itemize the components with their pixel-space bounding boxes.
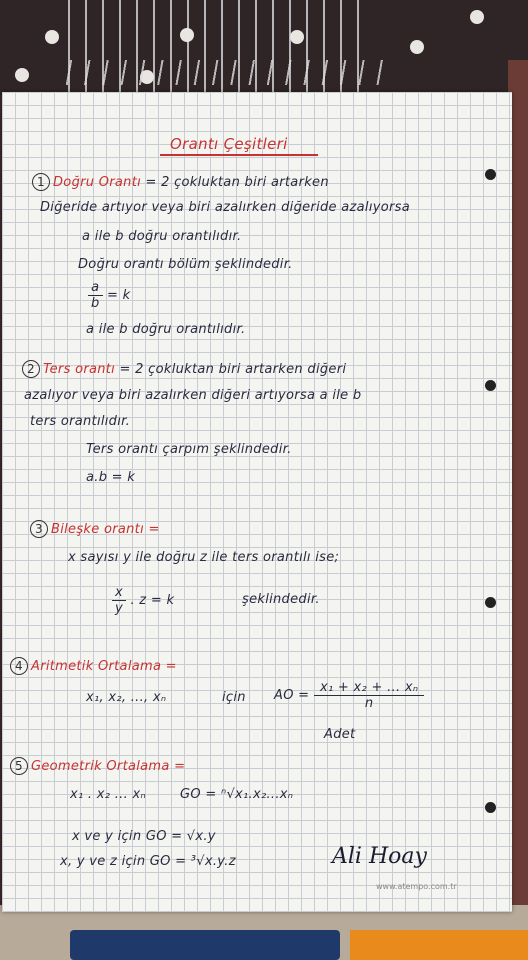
section-5-formula: GO = ⁿ√x₁.x₂...xₙ bbox=[180, 787, 294, 802]
section-3-suffix: şeklindedir. bbox=[242, 592, 320, 607]
notebook-spiral-rings bbox=[60, 60, 390, 85]
fraction-denominator: n bbox=[364, 696, 374, 711]
section-1-title: Doğru Orantı bbox=[53, 175, 142, 190]
section-4-formula bbox=[314, 680, 424, 711]
section-4-heading bbox=[10, 657, 177, 675]
section-5-equals: = bbox=[174, 759, 186, 774]
polka-dot bbox=[410, 40, 424, 54]
section-2-line-2: azalıyor veya biri azalırken diğeri artıyorsa a ile b bbox=[24, 388, 362, 403]
binder-hole bbox=[485, 380, 496, 391]
section-2-formula: a.b = k bbox=[86, 470, 136, 485]
section-5-variables: x₁ . x₂ ... xₙ bbox=[70, 787, 146, 802]
section-1-line-6: a ile b doğru orantılıdır. bbox=[86, 322, 246, 337]
section-5-line-3: x, y ve z için GO = ³√x.y.z bbox=[60, 854, 236, 869]
binder-hole bbox=[485, 802, 496, 813]
section-1-line-2: Diğeride artıyor veya biri azalırken diğeride azalıyorsa bbox=[40, 200, 410, 215]
watermark: www.atempo.com.tr bbox=[376, 882, 457, 891]
section-4-variables: x₁, x₂, ..., xₙ bbox=[86, 690, 167, 705]
polka-dot bbox=[45, 30, 59, 44]
orange-object bbox=[350, 930, 528, 960]
section-5-line-2: x ve y için GO = √x.y bbox=[72, 829, 216, 844]
section-2-heading bbox=[22, 360, 346, 378]
section-1-formula bbox=[88, 280, 130, 311]
section-4-number: 4 bbox=[10, 657, 28, 675]
section-4-title: Aritmetik Ortalama bbox=[31, 659, 162, 674]
section-1-line-3: a ile b doğru orantılıdır. bbox=[82, 229, 242, 244]
fraction-numerator: x bbox=[112, 585, 126, 601]
section-3-number: 3 bbox=[30, 520, 48, 538]
section-2-line-3: ters orantılıdır. bbox=[30, 414, 131, 429]
fraction-numerator: a bbox=[88, 280, 103, 296]
section-5-number: 5 bbox=[10, 757, 28, 775]
blue-object bbox=[70, 930, 340, 960]
section-1-definition: = 2 çokluktan biri artarken bbox=[145, 175, 329, 190]
fraction-denominator: y bbox=[115, 601, 123, 616]
fraction-numerator: x₁ + x₂ + ... xₙ bbox=[314, 680, 424, 696]
section-1-heading bbox=[32, 173, 329, 191]
section-3-title: Bileşke orantı bbox=[51, 522, 144, 537]
fraction-denominator: b bbox=[91, 296, 100, 311]
section-2-title: Ters orantı bbox=[43, 362, 116, 377]
section-1-number: 1 bbox=[32, 173, 50, 191]
background-bottom bbox=[0, 905, 528, 960]
title-underline bbox=[160, 154, 318, 156]
section-2-line-4: Ters orantı çarpım şeklindedir. bbox=[86, 442, 292, 457]
binder-hole bbox=[485, 169, 496, 180]
polka-dot bbox=[15, 68, 29, 82]
binder-hole bbox=[485, 597, 496, 608]
background-fabric bbox=[0, 0, 528, 95]
section-4-ao-label: AO = bbox=[274, 688, 310, 703]
formula-rest: = k bbox=[107, 288, 131, 303]
section-4-adet: Adet bbox=[324, 727, 356, 742]
section-3-formula bbox=[112, 585, 174, 616]
formula-rest: . z = k bbox=[130, 593, 175, 608]
section-2-number: 2 bbox=[22, 360, 40, 378]
page-title: Orantı Çeşitleri bbox=[170, 135, 288, 153]
section-3-heading bbox=[30, 520, 160, 538]
section-3-equals: = bbox=[148, 522, 160, 537]
section-5-title: Geometrik Ortalama bbox=[31, 759, 170, 774]
section-1-line-4: Doğru orantı bölüm şeklindedir. bbox=[78, 257, 293, 272]
section-5-heading bbox=[10, 757, 185, 775]
section-2-definition: = 2 çokluktan biri artarken diğeri bbox=[119, 362, 347, 377]
signature: Ali Hoay bbox=[332, 844, 427, 869]
polka-dot bbox=[470, 10, 484, 24]
section-4-icin: için bbox=[222, 690, 246, 705]
notebook-page bbox=[2, 92, 512, 912]
section-4-equals: = bbox=[165, 659, 177, 674]
section-3-line-2: x sayısı y ile doğru z ile ters orantılı ise; bbox=[68, 550, 340, 565]
